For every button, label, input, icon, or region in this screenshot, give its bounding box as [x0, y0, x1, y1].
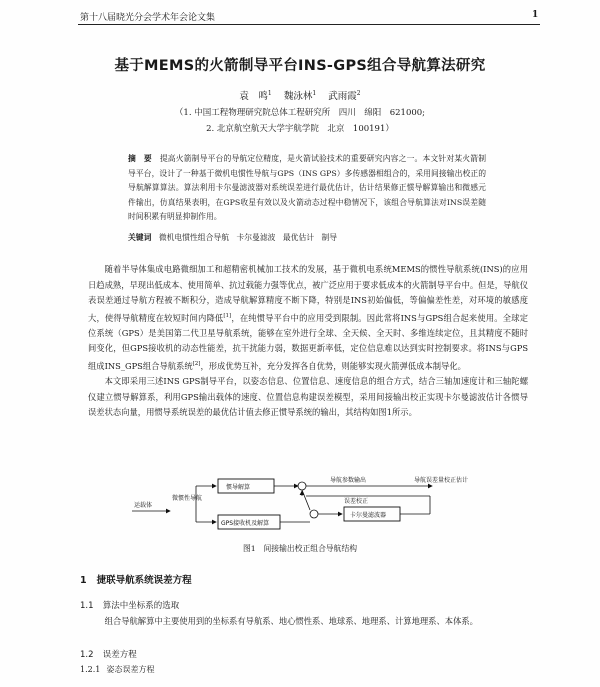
page-number: 1: [532, 10, 539, 20]
section-heading-1-1: [80, 599, 179, 611]
citation[interactable]: [1]: [223, 312, 232, 319]
section-heading-1: [80, 572, 192, 586]
section-title: 误差方程: [102, 650, 137, 660]
fig-diff-node: [310, 510, 318, 518]
fig-label-final-output: 导航误差量校正估计: [414, 477, 469, 484]
author-name: 魏泳林: [283, 91, 313, 102]
fig-sum-node: [298, 482, 306, 490]
paragraph: 随着半导体集成电路微细加工和超精密机械加工技术的发展，基于微机电系统MEMS的惯性导航系统(INS)的应用日趋成熟，早现出低成本、使用简单、抗过载能力强等优点，被广泛应用于要求低成本的火箭制导平台中。但是，导航仪表误差通过导航方程被不断积分，造成导航解算精度不断下降，特别是INS初始偏低，等偏偏差性差，对环境的敏感度大，使得导航精度在较短时间内降低[1]，在纯惯导平台中的应用受到限制。因此常将INS与GPS组合起来使用。全球定位系统（GPS）是美国第二代卫星导航系统，能够在室外进行全球、全天候、全天时、多维连续定位，且其精度不随时间变化，但GPS接收机的动态性能差，抗干扰能力弱，数据更新率低，定位信息难以达到实时控制要求。将INS与GPS组成INS_GPS组合导航系统[2]，形成优势互补，充分发挥各自优势，则能够实现火箭弹低成本制导化。: [88, 264, 528, 371]
paragraph: 组合导航解算中主要使用到的坐标系有导航系、地心惯性系、地球系、地理系、计算地理系、本体系。: [104, 616, 478, 626]
section-number: 1.2.1: [80, 665, 101, 674]
section-title: 捷联导航系统误差方程: [96, 575, 192, 586]
figure-caption: 图1 间接输出校正组合导航结构: [242, 544, 358, 553]
section-heading-1-2: [80, 648, 137, 660]
author-affil-mark: 1: [267, 89, 272, 97]
section-title: 算法中坐标系的选取: [102, 601, 180, 611]
fig-label-sensor: 微惯性导航: [172, 495, 203, 502]
affiliation-1: （1. 中国工程物理研究院总体工程研究所 四川 绵阳 621000;: [174, 108, 426, 118]
keyword: 微机电惯性组合导航: [158, 233, 229, 242]
author-affil-mark: 2: [356, 89, 361, 97]
citation[interactable]: [2]: [192, 360, 201, 367]
paper-title: 基于MEMS的火箭制导平台INS-GPS组合导航算法研究: [114, 58, 486, 74]
fig-label-correction: 误差校正: [344, 498, 369, 505]
figure-1-diagram: [130, 474, 480, 530]
keywords: [128, 232, 337, 243]
author-affil-mark: 1: [312, 89, 317, 97]
header-rule: [78, 24, 540, 25]
abstract-label: 摘 要: [128, 154, 152, 163]
author-name: 武雨霞: [328, 91, 357, 102]
abstract: [128, 152, 486, 225]
fig-label-gps: GPS接收机及解算: [221, 520, 270, 527]
section-title: 姿态误差方程: [106, 665, 155, 674]
section-1-1-body: [88, 614, 528, 629]
affiliation-2: 2. 北京航空航天大学宇航学院 北京 100191）: [206, 124, 394, 134]
introduction: [88, 262, 528, 421]
proceedings-header: 第十八届晓光分会学术年会论文集: [80, 13, 216, 23]
section-heading-1-2-1: [80, 664, 155, 675]
fig-line: [302, 490, 310, 510]
author-name: 袁 鸣: [239, 91, 268, 102]
keyword: 卡尔曼滤波: [236, 233, 276, 242]
keyword: 制导: [321, 233, 338, 242]
abstract-text: 提高火箭制导平台的导航定位精度，是火箭试验技术的重要研究内容之一。本文针对某火箭制导平台，设计了一种基于微机电惯性导航与GPS（INS GPS）多传感器相组合的，采用间接输出校正的导航解算算法。算法利用卡尔曼滤波器对系统误差进行最优估计，估计结果修正惯导解算输出和微感元件输出，仿真结果表明，在GPS收星有效以及火箭动态过程中稳情况下，该组合导航算法对INS误差随时间积累有明显抑制作用。: [128, 154, 487, 221]
fig-label-input: 运载体: [134, 502, 153, 509]
section-number: 1: [80, 575, 87, 586]
paragraph: 本文即采用三述INS GPS制导平台，以姿态信息、位置信息、速度信息的组合方式，结合三轴加速度计和三轴陀螺仪建立惯导解算系，利用GPS输出载体的速度、位置信息构建误差模型，采用间接输出校正实现卡尔曼滤波估计各惯导误差状态向量，用惯导系统误差的最优估计值去修正惯导系统的输出，其结构如图1所示。: [88, 376, 528, 418]
section-number: 1.2: [80, 650, 94, 660]
fig-label-nav-output: 导航参数输出: [330, 477, 367, 484]
author-list: [0, 88, 600, 102]
section-number: 1.1: [80, 601, 94, 611]
fig-label-ins: 惯导解算: [226, 484, 251, 491]
fig-label-kalman: 卡尔曼滤波器: [350, 512, 387, 519]
keyword: 最优估计: [282, 233, 315, 242]
keywords-label: 关键词: [128, 233, 152, 242]
